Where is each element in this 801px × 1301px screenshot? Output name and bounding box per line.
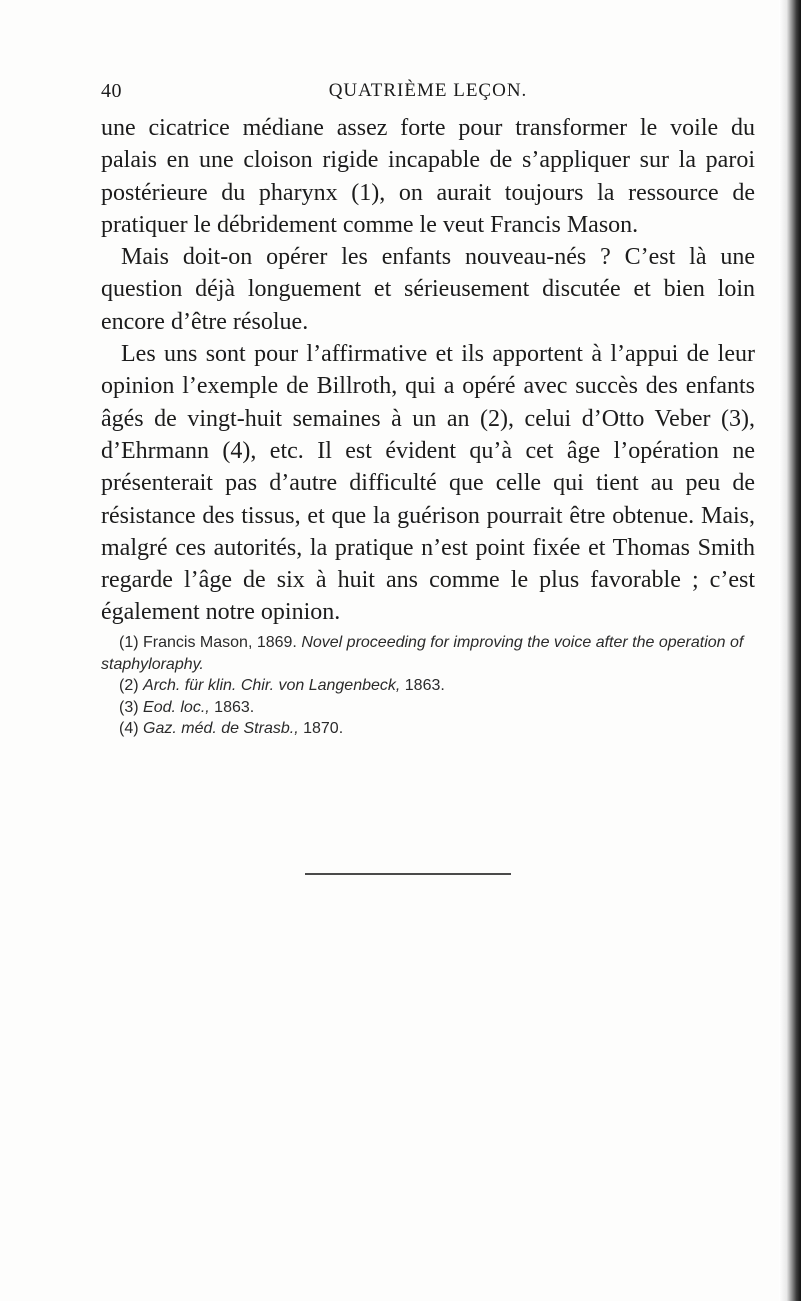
page-header [101, 80, 755, 104]
footnote-2 [101, 675, 755, 697]
footnote-3 [101, 697, 755, 719]
footnote-title: Eod. loc., [143, 698, 210, 716]
footnote-title: Arch. für klin. Chir. von Langenbeck, [143, 677, 401, 694]
footnote-mark: (1) [119, 634, 139, 651]
divider-rule [305, 873, 511, 875]
footnote-1 [101, 632, 755, 675]
paragraph-3: Les uns sont pour l’affirmative et ils apportent à l’appui de leur opinion l’exemple de Billroth, qui a opéré avec succès des enfants âgés de vingt-huit semaines à un an (2), celui d’Otto Veber (3), d’Ehrmann (4), etc. Il est évident qu’à cet âge l’opération ne présenterait pas d’autre difficulté que celle qui tient au peu de résistance des tissus, et que la guérison pourrait être obtenue. Mais, malgré ces autorités, la pratique n’est point fixée et Thomas Smith regarde l’âge de six à huit ans comme le plus favorable ; c’est également notre opinion. [101, 341, 755, 626]
footnote-year: 1863. [404, 677, 445, 694]
footnotes [101, 632, 755, 740]
footnote-4 [101, 718, 755, 740]
main-text [101, 112, 755, 629]
page-edge-shadow [779, 0, 801, 1301]
running-head: QUATRIÈME LEÇON. [328, 80, 528, 101]
footnote-author: Francis Mason, 1869. [143, 634, 297, 651]
paragraph-1: une cicatrice médiane assez forte pour transformer le voile du palais en une cloison rigide incapable de s’appliquer sur la paroi postérieure du pharynx (1), on aurait toujours la ressource de pratiquer le débridement comme le veut Francis Mason. [101, 115, 755, 238]
footnote-mark: (4) [119, 720, 139, 737]
footnote-title: Gaz. méd. de Strasb., [143, 720, 299, 737]
footnote-year: 1863. [214, 698, 255, 716]
footnote-year: 1870. [303, 720, 344, 737]
footnote-title: Novel proceeding for improving the voice after the operation of staphyloraphy. [101, 634, 744, 673]
footnote-mark: (2) [119, 677, 139, 694]
footnote-mark: (3) [119, 698, 139, 716]
page-number: 40 [101, 80, 122, 102]
paragraph-2: Mais doit-on opérer les enfants nouveau-nés ? C’est là une question déjà longuement et sérieusement discutée et bien loin encore d’être résolue. [101, 244, 755, 335]
